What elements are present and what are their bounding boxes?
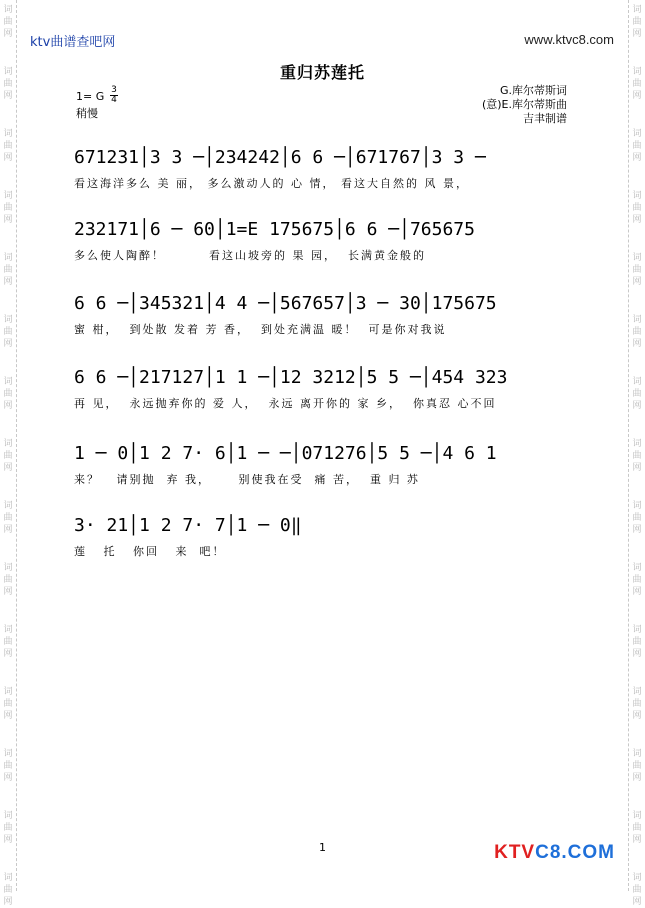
score-line-2 [74,218,572,264]
watermark-text: 词 曲 网 [632,687,642,721]
logo-part-b: C8.COM [535,842,615,863]
score-line-3 [74,292,572,338]
watermark-text: 词 曲 网 [3,315,13,349]
lyrics: 多么使人陶醉！ 看这山坡旁的 果 园， 长满黄金般的 [74,249,426,262]
watermark-text: 词 曲 网 [3,191,13,225]
watermark-text: 词 曲 网 [3,129,13,163]
composer: (意)E.库尔蒂斯曲 [481,98,567,111]
watermark-text: 词 曲 网 [3,5,13,39]
time-signature [110,86,118,105]
watermark-text: 词 曲 网 [632,439,642,473]
watermark-text: 词 曲 网 [632,377,642,411]
score-line-4 [74,366,572,412]
watermark-text: 词 曲 网 [3,563,13,597]
ktvc8-logo[interactable] [494,842,615,864]
notes: 3· 21│1 2 7· 7│1 ─ 0‖ [74,515,302,536]
page-title: 重归苏莲托 [279,63,365,82]
watermark-text: 词 曲 网 [632,563,642,597]
key-signature: 1= G [76,90,105,103]
watermark-text: 词 曲 网 [632,749,642,783]
watermark-text: 词 曲 网 [3,749,13,783]
time-signature-top: 3 [111,85,117,95]
watermark-text: 词 曲 网 [632,5,642,39]
watermark-text: 词 曲 网 [3,501,13,535]
site-url[interactable]: www.ktvc8.com [524,32,614,47]
score-line-5 [74,442,572,488]
watermark-text: 词 曲 网 [3,67,13,101]
watermark-text: 词 曲 网 [3,439,13,473]
notes: 6 6 ─│345321│4 4 ─│567657│3 ─ 30│175675 [74,293,497,314]
watermark-text: 词 曲 网 [632,811,642,845]
watermark-text: 词 曲 网 [3,873,13,907]
watermark-text: 词 曲 网 [632,67,642,101]
watermark-text: 词 曲 网 [632,625,642,659]
notes: 1 ─ 0│1 2 7· 6│1 ─ ─│071276│5 5 ─│4 6 1 [74,443,497,464]
lyrics: 来？ 请别抛 弃 我， 别使我在受 痛 苦， 重 归 苏 [74,473,420,486]
watermark-text: 词 曲 网 [632,129,642,163]
watermark-text: 词 曲 网 [3,811,13,845]
lyrics: 莲 托 你回 来 吧！ [74,545,226,558]
watermark-text: 词 曲 网 [3,377,13,411]
lyrics: 蜜 柑， 到处散 发着 芳 香， 到处充满温 暖！ 可是你对我说 [74,323,447,336]
notes: 6 6 ─│217127│1 1 ─│12 3212│5 5 ─│454 323 [74,367,508,388]
page-number: 1 [319,841,326,854]
site-name[interactable]: ktv曲谱查吧网 [30,35,116,50]
watermark-text: 词 曲 网 [632,191,642,225]
score-line-1 [74,146,572,192]
tempo-marking: 稍慢 [76,107,98,120]
notes: 232171│6 ─ 60│1=E 175675│6 6 ─│765675 [74,219,475,240]
watermark-text: 词 曲 网 [3,625,13,659]
watermark-text: 词 曲 网 [3,687,13,721]
lyrics: 再 见， 永远抛弃你的 爱 人， 永远 离开你的 家 乡， 你真忍 心不回 [74,397,497,410]
watermark-text: 词 曲 网 [3,253,13,287]
credits [482,84,567,126]
watermark-text: 词 曲 网 [632,501,642,535]
watermark-text: 词 曲 网 [632,873,642,907]
right-watermark-strip [628,0,645,907]
watermark-text: 词 曲 网 [632,315,642,349]
arranger: 吉聿制谱 [523,112,567,125]
time-signature-bottom: 4 [111,95,117,105]
left-watermark-strip [0,0,17,907]
logo-part-a: KTV [494,842,536,863]
notes: 671231│3 3 ─│234242│6 6 ─│671767│3 3 ─ [74,147,486,168]
score-line-6 [74,514,572,560]
watermark-text: 词 曲 网 [632,253,642,287]
lyrics: 看这海洋多么 美 丽， 多么激动人的 心 情， 看这大自然的 风 景， [74,177,469,190]
lyricist: G.库尔蒂斯词 [499,84,567,97]
